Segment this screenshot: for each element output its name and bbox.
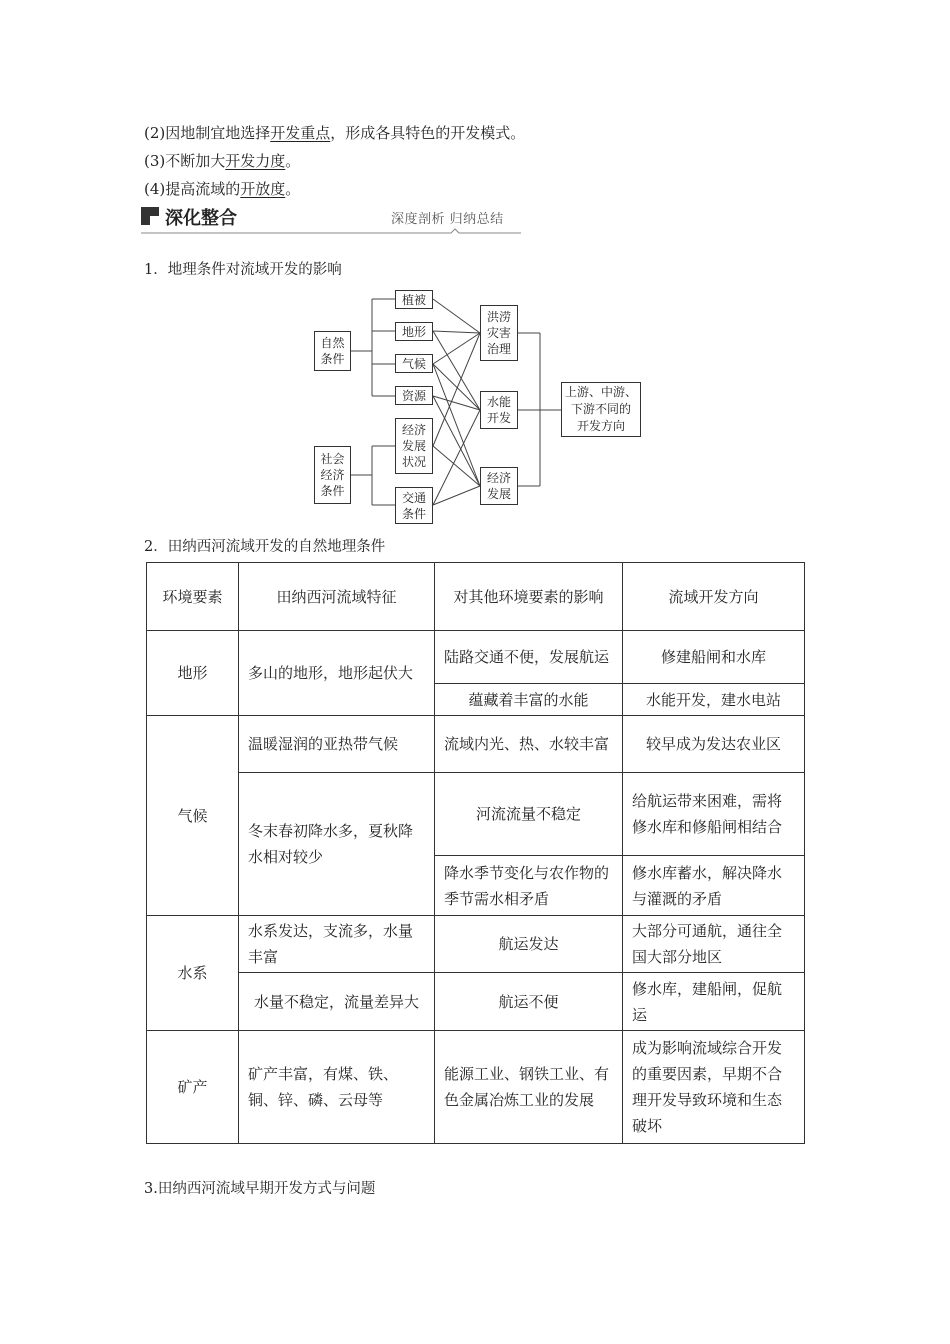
element-terrain: 地形: [147, 631, 239, 716]
table-cell: 水系发达，支流多，水量丰富: [239, 916, 435, 973]
section-3-heading: 3.田纳西河流域早期开发方式与问题: [144, 1181, 376, 1197]
table-row: [147, 716, 805, 773]
element-mineral: 矿产: [147, 1031, 239, 1144]
table-row: [147, 973, 805, 1031]
table-cell: 修建船闸和水库: [623, 631, 805, 684]
diagram-connectors: [0, 0, 950, 560]
table-cell: 航运不便: [435, 973, 623, 1031]
node-resources: 资源: [395, 386, 433, 405]
table-cell: 冬末春初降水多，夏秋降水相对较少: [239, 773, 435, 916]
intro-line-3: (3)不断加大开发力度。: [144, 152, 301, 170]
environment-table: [146, 562, 805, 1144]
node-transport: 交通 条件: [395, 487, 433, 524]
node-economic-development: 经济 发展: [480, 467, 518, 505]
node-vegetation: 植被: [395, 290, 433, 309]
table-header: 对其他环境要素的影响: [435, 563, 623, 631]
element-water: 水系: [147, 916, 239, 1031]
element-climate: 气候: [147, 716, 239, 916]
node-hydropower: 水能 开发: [480, 391, 518, 429]
table-cell: 河流流量不稳定: [435, 773, 623, 856]
node-economic-status: 经济 发展 状况: [395, 418, 433, 474]
node-flood-control: 洪涝 灾害 治理: [480, 305, 518, 361]
table-cell: 陆路交通不便，发展航运: [435, 631, 623, 684]
table-cell: 流域内光、热、水较丰富: [435, 716, 623, 773]
table-cell: 能源工业、钢铁工业、有色金属冶炼工业的发展: [435, 1031, 623, 1144]
table-cell: 给航运带来困难，需将修水库和修船闸相结合: [623, 773, 805, 856]
table-row: [147, 1031, 805, 1144]
table-cell: 修水库，建船闸，促航运: [623, 973, 805, 1031]
table-row: [147, 916, 805, 973]
table-cell: 温暖湿润的亚热带气候: [239, 716, 435, 773]
table-cell: 大部分可通航，通往全国大部分地区: [623, 916, 805, 973]
banner-subtitle: 深度剖析 归纳总结: [391, 212, 504, 227]
table-header: 环境要素: [147, 563, 239, 631]
node-social-economic-conditions: 社会 经济 条件: [314, 446, 351, 504]
node-climate: 气候: [395, 354, 433, 373]
table-cell: 较早成为发达农业区: [623, 716, 805, 773]
table-row: [147, 773, 805, 856]
table-cell: 水量不稳定，流量差异大: [239, 973, 435, 1031]
banner-title: 深化整合: [165, 208, 237, 229]
table-cell: 修水库蓄水，解决降水与灌溉的矛盾: [623, 856, 805, 916]
table-cell: 蕴藏着丰富的水能: [435, 684, 623, 716]
table-cell: 成为影响流域综合开发的重要因素，早期不合理开发导致环境和生态破坏: [623, 1031, 805, 1144]
node-development-direction: 上游、中游、 下游不同的 开发方向: [561, 382, 641, 437]
table-cell: 航运发达: [435, 916, 623, 973]
node-natural-conditions: 自然 条件: [314, 331, 351, 371]
table-cell: 降水季节变化与农作物的季节需水相矛盾: [435, 856, 623, 916]
table-header: 田纳西河流域特征: [239, 563, 435, 631]
table-header-row: [147, 563, 805, 631]
table-cell: 多山的地形，地形起伏大: [239, 631, 435, 716]
section-1-heading: 1．地理条件对流域开发的影响: [144, 262, 342, 278]
table-row: [147, 631, 805, 684]
table-cell: 水能开发，建水电站: [623, 684, 805, 716]
table-cell: 矿产丰富，有煤、铁、铜、锌、磷、云母等: [239, 1031, 435, 1144]
section-2-heading: 2．田纳西河流域开发的自然地理条件: [144, 539, 386, 555]
intro-line-4: (4)提高流域的开放度。: [144, 180, 301, 198]
table-header: 流域开发方向: [623, 563, 805, 631]
node-terrain: 地形: [395, 322, 433, 341]
intro-line-2: (2)因地制宜地选择开发重点，形成各具特色的开发模式。: [144, 124, 526, 142]
